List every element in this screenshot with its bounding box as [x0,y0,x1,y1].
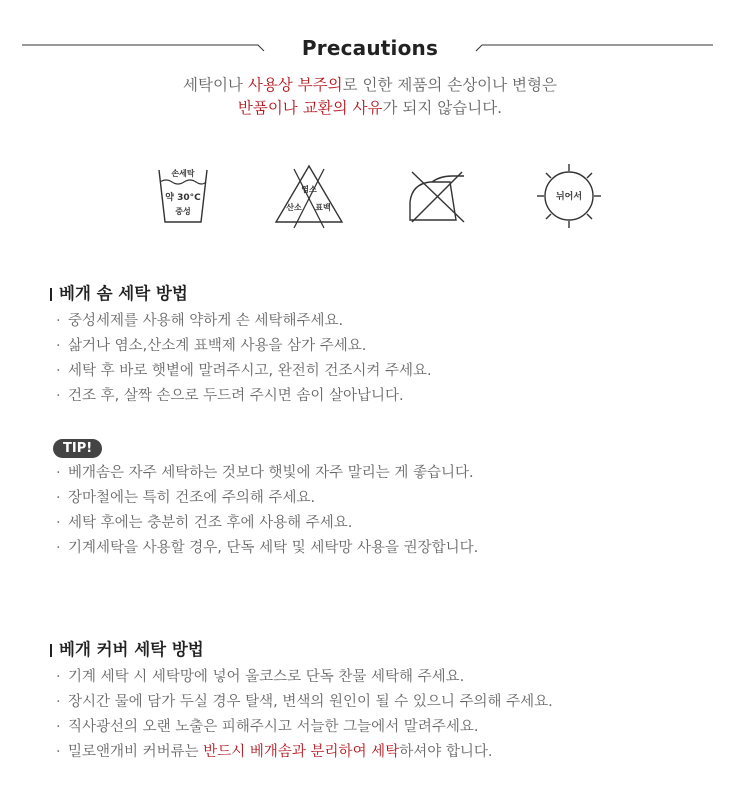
header [0,30,740,70]
bullet: · [56,313,61,329]
list-item [50,486,710,511]
hand-wash-icon [155,158,211,230]
text-run: 건조 후, 살짝 손으로 두드려 주시면 솜이 살아납니다. [68,388,404,404]
list-item [50,740,710,765]
list-item [50,511,710,536]
section-pillow-wash [50,283,710,409]
text-run: 장마철에는 특히 건조에 주의해 주세요. [68,490,316,506]
no-iron-icon [406,158,468,230]
text-run: 밀로앤개비 커버류는 [68,744,204,760]
section-tip [50,437,710,561]
lay-flat-dry-icon [534,158,604,230]
tip-items [50,461,710,561]
list-item [50,334,710,359]
hand-wash-temp: 약 30°C [165,193,201,203]
intro-line-1 [0,74,740,97]
text-run: 직사광선의 오랜 노출은 피해주시고 서늘한 그늘에서 말려주세요. [68,719,479,735]
bullet: · [56,515,61,531]
text-run: 가 되지 않습니다. [382,99,503,117]
bleach-chlorine-label: 염소 [301,185,317,194]
list-item [50,384,710,409]
bullet: · [56,694,61,710]
list-item [50,690,710,715]
no-bleach-icon [272,158,346,230]
hand-wash-detergent: 중성 [175,207,191,216]
text-run: 하셔야 합니다. [399,744,493,760]
list-item [50,665,710,690]
text-run: 세탁 후에는 충분히 건조 후에 사용해 주세요. [68,515,353,531]
text-run: 삶거나 염소,산소계 표백제 사용을 삼가 주세요. [68,338,367,354]
bleach-oxygen-label: 산소 [286,203,302,212]
section-cover-wash [50,639,710,765]
bullet: · [56,490,61,506]
list-item [50,715,710,740]
highlight-text: 반드시 베개솜과 분리하여 세탁 [203,744,400,760]
text-run: 세탁이나 [183,76,248,94]
highlight-text: 반품이나 교환의 사유 [237,99,383,117]
hand-wash-label: 손세탁 [171,169,195,178]
dry-label: 뉘어서 [555,192,583,202]
tip-badge: TIP! [53,439,102,458]
highlight-text: 사용상 부주의 [247,76,343,94]
text-run: 로 인한 제품의 손상이나 변형은 [342,76,557,94]
text-run: 기계세탁을 사용할 경우, 단독 세탁 및 세탁망 사용을 권장합니다. [68,540,479,556]
text-run: 세탁 후 바로 햇볕에 말려주시고, 완전히 건조시켜 주세요. [68,363,432,379]
text-run: 베개솜은 자주 세탁하는 것보다 햇빛에 자주 말리는 게 좋습니다. [68,465,474,481]
list-item [50,359,710,384]
section-items [50,665,710,765]
section-title: 베개 커버 세탁 방법 [50,639,710,661]
bullet: · [56,744,61,760]
bleach-bleach-label: 표백 [315,203,331,212]
bullet: · [56,719,61,735]
intro-text [0,74,740,120]
text-run: 기계 세탁 시 세탁망에 넣어 울코스로 단독 찬물 세탁해 주세요. [68,669,465,685]
bullet: · [56,388,61,404]
text-run: 장시간 물에 담가 두실 경우 탈색, 변색의 원인이 될 수 있으니 주의해 주세요. [68,694,553,710]
care-icons [0,158,740,238]
list-item [50,536,710,561]
section-title: 베개 솜 세탁 방법 [50,283,710,305]
section-items [50,309,710,409]
list-item [50,461,710,486]
list-item [50,309,710,334]
page-title: Precautions [301,36,439,60]
bullet: · [56,669,61,685]
bullet: · [56,465,61,481]
bullet: · [56,540,61,556]
intro-line-2 [0,97,740,120]
bullet: · [56,363,61,379]
bullet: · [56,338,61,354]
text-run: 중성세제를 사용해 약하게 손 세탁해주세요. [68,313,344,329]
